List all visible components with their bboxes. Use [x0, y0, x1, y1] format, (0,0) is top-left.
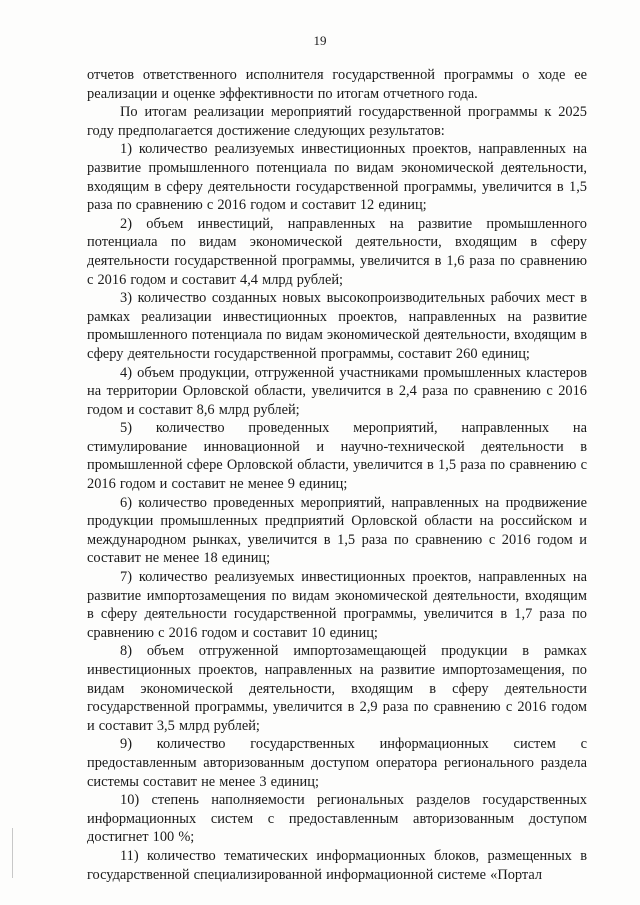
list-item-3: 3) количество созданных новых высокопроизводительных рабочих мест в рамках реализации инвестиционных проектов, направленных на развитие промышленного потенциала по видам экономической деятельности, входящим в сферу деятельности государственной программы, составит 260 единиц; — [87, 290, 587, 362]
paragraph-intro: По итогам реализации мероприятий государственной программы к 2025 году предполагается достижение следующих результатов: — [87, 104, 587, 139]
list-item-6: 6) количество проведенных мероприятий, направленных на продвижение продукции промышленных предприятий Орловской области на российском и международном рынках, увеличится в 1,5 раза по сравнению с 2016 годом и составит не менее 18 единиц; — [87, 494, 587, 567]
list-item-2: 2) объем инвестиций, направленных на развитие промышленного потенциала по видам экономической деятельности, входящим в сферу деятельности государственной программы, увеличится в 1,6 раза по сравнению с 2016 годом и составит 4,4 млрд рублей; — [87, 215, 587, 288]
list-item-8: 8) объем отгруженной импортозамещающей продукции в рамках инвестиционных проектов, направленных на развитие импортозамещения, по видам экономической деятельности, входящим в сферу деятельности государственной программы, увеличится в 2,9 раза по сравнению с 2016 годом и составит 3,5 млрд рублей; — [87, 643, 587, 734]
list-item-7: 7) количество реализуемых инвестиционных проектов, направленных на развитие импортозамещения по видам экономической деятельности, входящим в сферу деятельности государственной программы, увеличится в 1,7 раза по сравнению с 2016 годом и составит 10 единиц; — [87, 569, 587, 641]
document-body — [87, 66, 587, 884]
list-item-4: 4) объем продукции, отгруженной участниками промышленных кластеров на территории Орловской области, увеличится в 2,4 раза по сравнению с 2016 годом и составит 8,6 млрд рублей; — [87, 364, 587, 418]
page-number: 19 — [313, 33, 327, 48]
paragraph-continuation: отчетов ответственного исполнителя государственной программы о ходе ее реализации и оценке эффективности по итогам отчетного года. — [87, 67, 587, 102]
list-item-5: 5) количество проведенных мероприятий, направленных на стимулирование инновационной и научно-технической деятельности в промышленной сфере Орловской области, увеличится в 1,5 раза по сравнению с 2016 годом и составит не менее 9 единиц; — [87, 420, 587, 493]
list-item-1: 1) количество реализуемых инвестиционных проектов, направленных на развитие промышленного потенциала по видам экономической деятельности, входящим в сферу деятельности государственной программы, увеличится в 1,5 раза по сравнению с 2016 годом и составит 12 единиц; — [87, 141, 587, 214]
list-item-10: 10) степень наполняемости региональных разделов государственных информационных систем с предоставленным авторизованным доступом достигнет 100 %; — [87, 792, 587, 846]
list-item-9: 9) количество государственных информационных систем с предоставленным авторизованным доступом оператора регионального раздела системы составит не менее 3 единиц; — [87, 736, 587, 790]
scan-edge-mark — [12, 828, 13, 878]
list-item-11: 11) количество тематических информационных блоков, размещенных в государственной специализированной информационной системе «Портал — [87, 847, 587, 883]
